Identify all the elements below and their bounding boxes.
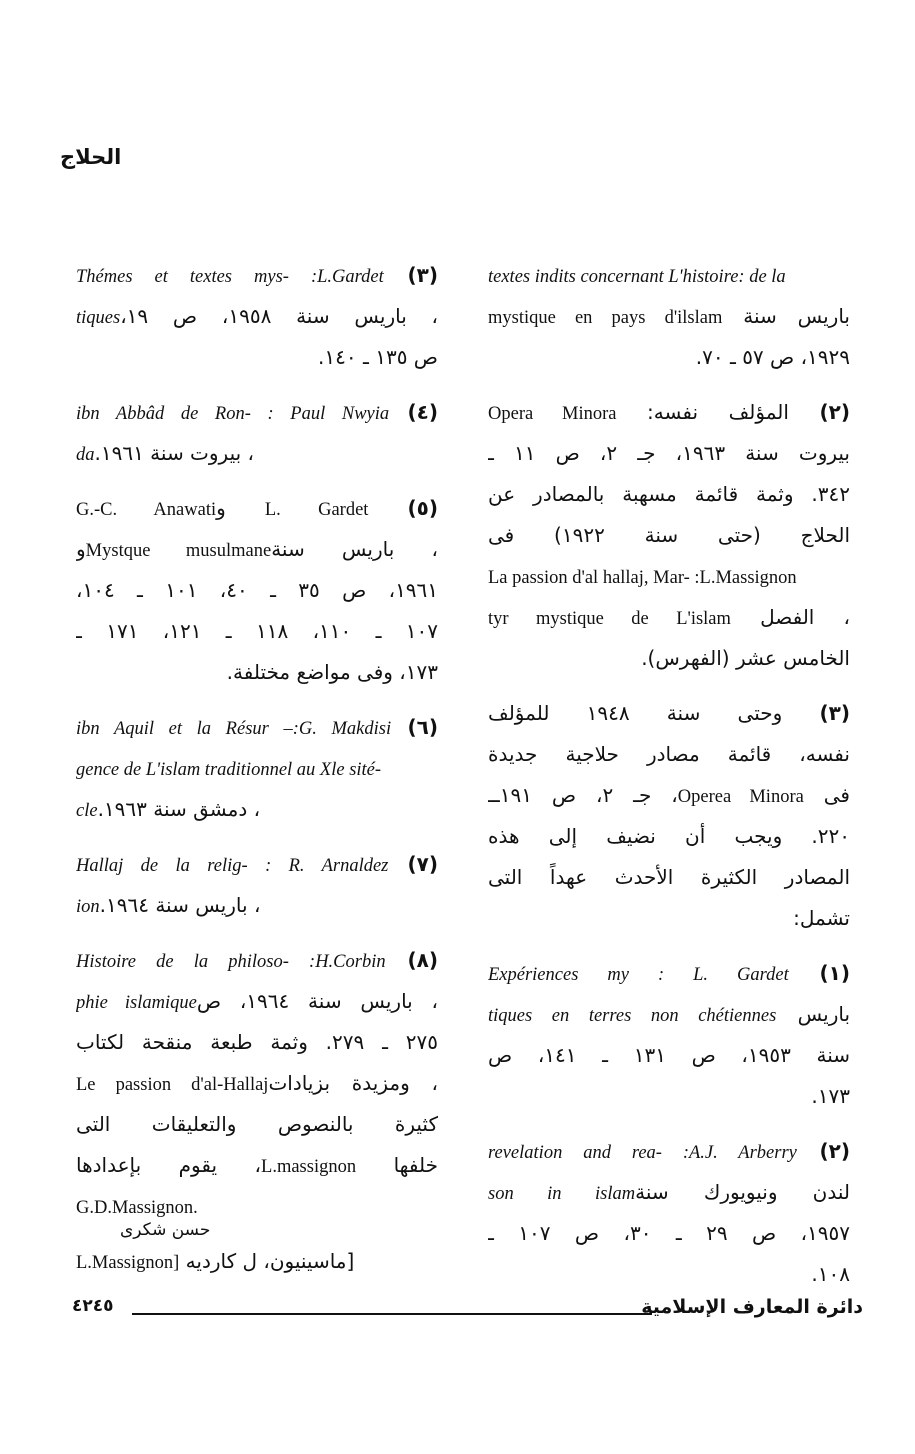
text-line: خلفها L.massignon، يقوم بإعدادها <box>76 1153 438 1177</box>
text-line: باريس سنة mystique en pays d'ilslam <box>488 304 850 328</box>
text-line: لندن ونيويورك سنةson in islam <box>488 1180 850 1204</box>
text-line: الحلاج (حتى سنة ١٩٢٢) فى <box>488 523 850 547</box>
page-number: ٤٢٤٥ <box>72 1296 114 1316</box>
left-column <box>76 255 438 1296</box>
text-line: (٥) L. Gardet وG.-C. Anawati <box>76 496 438 520</box>
text-line: ١٩٦١، ص ٣٥ ـ ٤٠، ١٠١ ـ ١٠٤، <box>76 578 438 602</box>
translator-signature: حسن شكرى <box>120 1220 211 1240</box>
entry-number: (٧) <box>407 852 438 876</box>
text-line: (٣) وحتى سنة ١٩٤٨ للمؤلف <box>488 701 850 725</box>
entry-number: (٢) <box>819 1139 850 1163</box>
entry-number: (٢) <box>819 400 850 424</box>
text-line: ٢٧٥ ـ ٢٧٩. وثمة طبعة منقحة لكتاب <box>76 1030 438 1054</box>
text-line: كثيرة بالنصوص والتعليقات التى <box>76 1112 438 1136</box>
text-line: (٧) Hallaj de la relig- : R. Arnaldez <box>76 852 438 876</box>
entry-number: (١) <box>819 961 850 985</box>
entry-number: (٣) <box>819 701 850 725</box>
running-title: الحلاج <box>60 145 122 169</box>
right-column <box>488 255 850 1309</box>
reference-entry <box>76 707 438 830</box>
text-line: (٢) المؤلف نفسه: Opera Minora <box>488 400 850 424</box>
entry-number: (٦) <box>407 715 438 739</box>
text-line: ، باريس سنة ١٩٦٤.ion <box>76 893 261 917</box>
reference-entry <box>488 392 850 679</box>
entry-number: (٨) <box>407 948 438 972</box>
footer-rule <box>132 1313 652 1315</box>
text-line: باريس tiques en terres non chétiennes <box>488 1002 850 1026</box>
reference-entry <box>488 255 850 378</box>
text-line: ١٩٥٧، ص ٢٩ ـ ٣٠، ص ١٠٧ ـ <box>488 1221 850 1245</box>
text-line: (١) Expériences my : L. Gardet <box>488 961 850 985</box>
text-line: ، باريس سنةMystque musulmaneو <box>76 537 438 561</box>
reference-entry <box>488 1131 850 1295</box>
reference-entry <box>488 953 850 1117</box>
reference-entry <box>76 392 438 474</box>
text-line: textes indits concernant L'histoire: de la <box>488 267 786 287</box>
reference-entry <box>76 488 438 693</box>
entry-number: (٣) <box>407 263 438 287</box>
footer-title: دائرة المعارف الإسلامية <box>641 1296 863 1318</box>
text-line: ٢٢٠. ويجب أن نضيف إلى هذه <box>488 824 850 848</box>
text-line: نفسه، قائمة مصادر حلاجية جديدة <box>488 742 850 766</box>
article-author <box>76 1241 438 1282</box>
text-line: (٢) revelation and rea- :A.J. Arberry <box>488 1139 850 1163</box>
text-line: فى Operea Minora، جـ ٢، ص ١٩١ــ <box>488 783 850 807</box>
entry-number: (٤) <box>407 400 438 424</box>
text-line: ١٧٣، وفى مواضع مختلفة. <box>226 660 438 684</box>
entry-number: (٥) <box>407 496 438 520</box>
text-line: تشمل: <box>793 906 850 930</box>
reference-entry <box>76 844 438 926</box>
text-line: ، باريس سنة ١٩٥٨، ص ١٩،tiques <box>76 304 438 328</box>
text-line: المصادر الكثيرة الأحدث عهداً التى <box>488 865 850 889</box>
text-line: ، دمشق سنة ١٩٦٣.cle <box>76 797 261 821</box>
reference-entry <box>488 693 850 939</box>
text-line: (٤) ibn Abbâd de Ron- : Paul Nwyia <box>76 400 438 424</box>
text-line: ، ومزيدة بزياداتLe passion d'al-Hallaj <box>76 1071 438 1095</box>
text-line: gence de L'islam traditionnel au Xle sité- <box>76 760 382 780</box>
text-line: ، باريس سنة ١٩٦٤، صphie islamique <box>76 989 438 1013</box>
text-line: ١٩٢٩، ص ٥٧ ـ ٧٠. <box>695 345 850 369</box>
text-line: ١٧٣. <box>811 1084 850 1108</box>
text-line: ١٠٧ ـ ١١٠، ١١٨ ـ ١٢١، ١٧١ ـ <box>76 619 438 643</box>
text-line: سنة ١٩٥٣، ص ١٣١ ـ ١٤١، ص <box>488 1043 850 1067</box>
reference-entry <box>76 255 438 378</box>
text-line: ١٠٨. <box>811 1262 850 1286</box>
text-line: ، الفصل tyr mystique de L'islam <box>488 605 850 629</box>
text-line: (٣) Thémes et textes mys- :L.Gardet <box>76 263 438 287</box>
reference-entry <box>76 940 438 1227</box>
text-line: ، بيروت سنة ١٩٦١.da <box>76 441 254 465</box>
text-line: G.D.Massignon. <box>76 1198 198 1218</box>
text-line: (٨) Histoire de la philoso- :H.Corbin <box>76 948 438 972</box>
text-line: (٦) ibn Aquil et la Résur –:G. Makdisi <box>76 715 438 739</box>
text-line: La passion d'al hallaj, Mar- :L.Massignon <box>488 568 797 588</box>
text-line: بيروت سنة ١٩٦٣، جـ ٢، ص ١١ ـ <box>488 441 850 465</box>
text-line: الخامس عشر (الفهرس). <box>641 646 850 670</box>
author-line: [ماسينيون، ل كارديه L.Massignon] <box>76 1249 355 1273</box>
text-line: ص ١٣٥ ـ ١٤٠. <box>318 345 438 369</box>
text-line: ٣٤٢. وثمة قائمة مسهبة بالمصادر عن <box>488 482 850 506</box>
